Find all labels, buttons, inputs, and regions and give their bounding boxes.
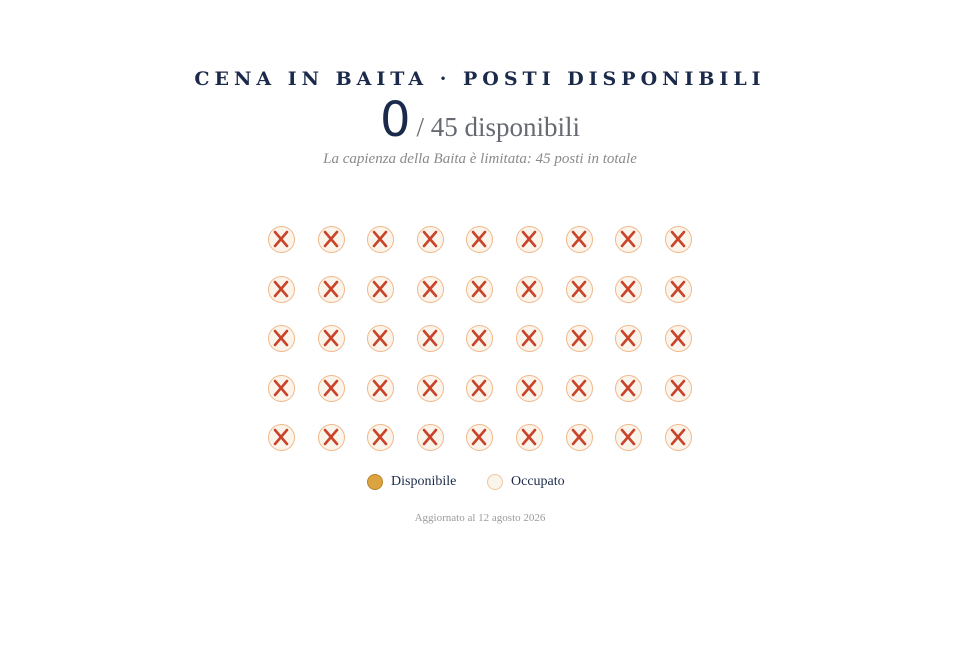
x-mark-icon	[319, 376, 343, 400]
x-mark-icon	[616, 376, 640, 400]
x-mark-icon	[616, 425, 640, 449]
seat-1[interactable]	[268, 226, 295, 253]
seat-26[interactable]	[615, 325, 642, 352]
seat-40[interactable]	[417, 424, 444, 451]
legend-label-available: Disponibile	[391, 474, 457, 489]
x-mark-icon	[418, 277, 442, 301]
x-mark-icon	[567, 277, 591, 301]
seat-19[interactable]	[268, 325, 295, 352]
last-updated: Aggiornato al 12 agosto 2026	[414, 512, 546, 524]
x-mark-icon	[517, 326, 541, 350]
x-mark-icon	[567, 227, 591, 251]
seat-36[interactable]	[665, 375, 692, 402]
seat-5[interactable]	[466, 226, 493, 253]
seat-25[interactable]	[566, 325, 593, 352]
seat-45[interactable]	[665, 424, 692, 451]
x-mark-icon	[467, 227, 491, 251]
x-mark-icon	[616, 277, 640, 301]
capacity-note: La capienza della Baita è limitata: 45 posti in totale	[323, 151, 637, 167]
seat-44[interactable]	[615, 424, 642, 451]
seat-21[interactable]	[367, 325, 394, 352]
seat-42[interactable]	[516, 424, 543, 451]
x-mark-icon	[368, 227, 392, 251]
x-mark-icon	[467, 376, 491, 400]
total-available-text: / 45 disponibili	[416, 112, 581, 142]
x-mark-icon	[418, 227, 442, 251]
seat-14[interactable]	[466, 276, 493, 303]
x-mark-icon	[319, 425, 343, 449]
available-count: 0	[379, 92, 411, 148]
seat-29[interactable]	[318, 375, 345, 402]
seat-24[interactable]	[516, 325, 543, 352]
seat-18[interactable]	[665, 276, 692, 303]
seat-28[interactable]	[268, 375, 295, 402]
x-mark-icon	[418, 425, 442, 449]
seat-27[interactable]	[665, 325, 692, 352]
seat-35[interactable]	[615, 375, 642, 402]
x-mark-icon	[269, 425, 293, 449]
seat-31[interactable]	[417, 375, 444, 402]
x-mark-icon	[666, 277, 690, 301]
x-mark-icon	[666, 227, 690, 251]
page-title: CENA IN BAITA · POSTI DISPONIBILI	[194, 67, 766, 90]
x-mark-icon	[517, 227, 541, 251]
legend-item-available	[367, 472, 456, 492]
seat-23[interactable]	[466, 325, 493, 352]
x-mark-icon	[567, 326, 591, 350]
seat-11[interactable]	[318, 276, 345, 303]
x-mark-icon	[418, 326, 442, 350]
x-mark-icon	[616, 227, 640, 251]
seat-17[interactable]	[615, 276, 642, 303]
x-mark-icon	[368, 425, 392, 449]
occupied-swatch	[487, 474, 503, 490]
x-mark-icon	[269, 277, 293, 301]
x-mark-icon	[517, 277, 541, 301]
seat-41[interactable]	[466, 424, 493, 451]
x-mark-icon	[319, 277, 343, 301]
legend	[0, 472, 960, 492]
x-mark-icon	[319, 326, 343, 350]
legend-label-occupied: Occupato	[511, 474, 565, 489]
seat-3[interactable]	[367, 226, 394, 253]
seat-37[interactable]	[268, 424, 295, 451]
availability-counter	[0, 92, 960, 159]
seat-39[interactable]	[367, 424, 394, 451]
x-mark-icon	[567, 425, 591, 449]
x-mark-icon	[368, 326, 392, 350]
seat-30[interactable]	[367, 375, 394, 402]
seat-9[interactable]	[665, 226, 692, 253]
x-mark-icon	[517, 376, 541, 400]
seat-20[interactable]	[318, 325, 345, 352]
seat-22[interactable]	[417, 325, 444, 352]
x-mark-icon	[269, 227, 293, 251]
x-mark-icon	[368, 376, 392, 400]
x-mark-icon	[517, 425, 541, 449]
seat-16[interactable]	[566, 276, 593, 303]
x-mark-icon	[616, 326, 640, 350]
x-mark-icon	[319, 227, 343, 251]
seat-15[interactable]	[516, 276, 543, 303]
x-mark-icon	[467, 425, 491, 449]
legend-item-occupied	[487, 472, 565, 492]
x-mark-icon	[666, 376, 690, 400]
seat-8[interactable]	[615, 226, 642, 253]
x-mark-icon	[567, 376, 591, 400]
seat-2[interactable]	[318, 226, 345, 253]
x-mark-icon	[418, 376, 442, 400]
seat-43[interactable]	[566, 424, 593, 451]
seat-10[interactable]	[268, 276, 295, 303]
seat-6[interactable]	[516, 226, 543, 253]
seat-13[interactable]	[417, 276, 444, 303]
x-mark-icon	[666, 425, 690, 449]
seat-7[interactable]	[566, 226, 593, 253]
x-mark-icon	[467, 277, 491, 301]
seat-12[interactable]	[367, 276, 394, 303]
seat-33[interactable]	[516, 375, 543, 402]
seat-32[interactable]	[466, 375, 493, 402]
seat-34[interactable]	[566, 375, 593, 402]
seat-4[interactable]	[417, 226, 444, 253]
x-mark-icon	[269, 376, 293, 400]
x-mark-icon	[368, 277, 392, 301]
x-mark-icon	[666, 326, 690, 350]
x-mark-icon	[269, 326, 293, 350]
seat-38[interactable]	[318, 424, 345, 451]
x-mark-icon	[467, 326, 491, 350]
available-swatch	[367, 474, 383, 490]
